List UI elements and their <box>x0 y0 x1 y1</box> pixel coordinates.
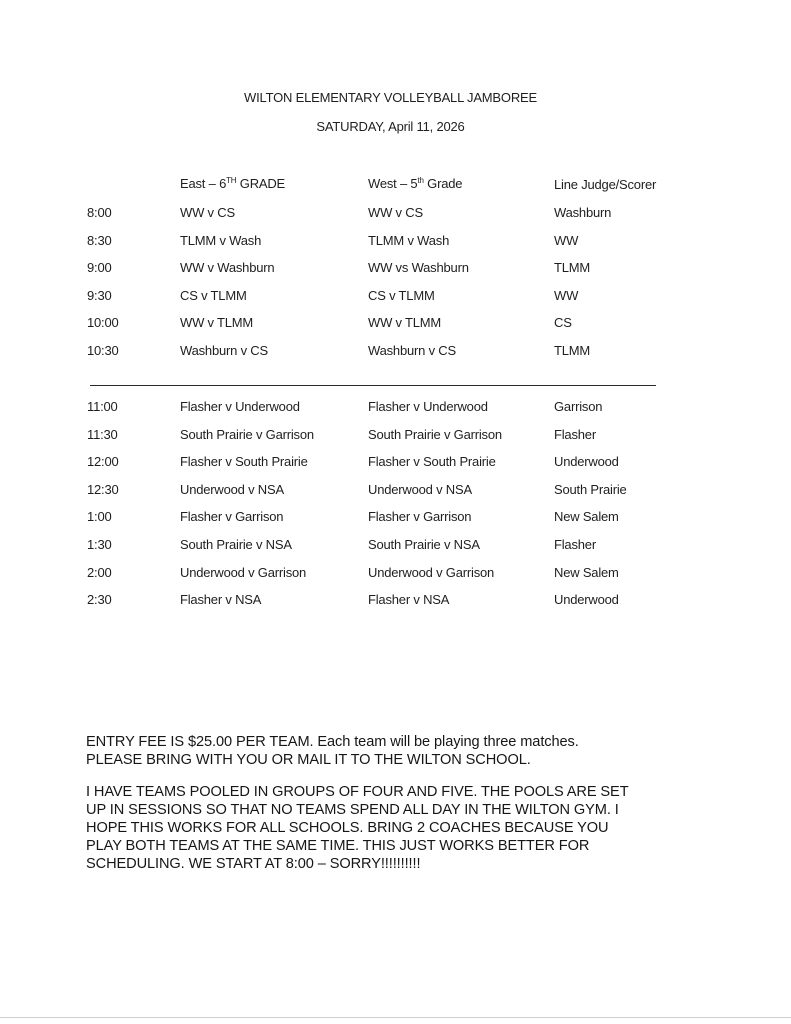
line-judge: CS <box>554 315 572 331</box>
west-match: CS v TLMM <box>368 287 435 303</box>
match-time: 10:00 <box>87 315 119 331</box>
east-match: WW v TLMM <box>180 315 254 331</box>
east-match: WW v Washburn <box>180 260 275 276</box>
west-match: Washburn v CS <box>368 343 456 358</box>
east-match: South Prairie v Garrison <box>180 426 314 442</box>
match-time: 8:30 <box>87 232 112 248</box>
match-time: 8:00 <box>87 205 112 220</box>
east-match: Flasher v Garrison <box>180 509 284 525</box>
east-match: CS v TLMM <box>180 287 247 303</box>
line-judge: Flasher <box>554 426 596 442</box>
page-edge-line <box>0 1017 791 1018</box>
column-header-judge: Line Judge/Scorer <box>554 177 657 192</box>
line-judge: WW <box>554 287 579 303</box>
column-header-west: West – 5th Grade <box>368 176 463 191</box>
east-match: TLMM v Wash <box>180 232 262 248</box>
line-judge: Underwood <box>554 592 619 608</box>
line-judge: WW <box>554 232 579 248</box>
match-time: 2:00 <box>87 564 112 580</box>
west-match: Underwood v Garrison <box>368 564 495 580</box>
match-time: 10:30 <box>87 343 119 358</box>
west-match: Flasher v Garrison <box>368 509 472 525</box>
pools-note: I HAVE TEAMS POOLED IN GROUPS OF FOUR AND FIVE. THE POOLS ARE SET UP IN SESSIONS SO THAT NO TEAMS SPEND ALL DAY IN THE WILTON GYM. I HOPE THIS WORKS FOR ALL SCHOOLS. BRING 2 COACHES BECAUSE YOU PLAY BOTH TEAMS AT THE SAME TIME. THIS JUST WORKS BETTER FOR SCHEDULING. WE START AT 8:00 – SORRY!!!!!!!!!! <box>86 784 629 872</box>
east-match: Underwood v NSA <box>180 481 284 497</box>
west-match: TLMM v Wash <box>368 232 450 248</box>
east-match: WW v CS <box>180 205 235 220</box>
match-time: 11:30 <box>87 426 118 442</box>
line-judge: TLMM <box>554 343 591 358</box>
line-judge: New Salem <box>554 509 619 525</box>
west-match: South Prairie v NSA <box>368 537 480 552</box>
east-match: Washburn v CS <box>180 343 268 358</box>
entry-fee-note: ENTRY FEE IS $25.00 PER TEAM. Each team will be playing three matches. PLEASE BRING WITH YOU OR MAIL IT TO THE WILTON SCHOOL. <box>86 734 579 768</box>
east-match: Flasher v NSA <box>180 592 262 608</box>
west-match: WW vs Washburn <box>368 260 469 276</box>
west-match: WW v TLMM <box>368 315 442 331</box>
east-match: South Prairie v NSA <box>180 537 292 552</box>
column-header-east: East – 6TH GRADE <box>180 176 286 191</box>
line-judge: South Prairie <box>554 481 627 497</box>
line-judge: New Salem <box>554 564 619 580</box>
west-match: Flasher v Underwood <box>368 399 488 414</box>
west-match: WW v CS <box>368 205 423 220</box>
match-time: 9:30 <box>87 287 112 303</box>
west-match: Underwood v NSA <box>368 481 472 497</box>
line-judge: Flasher <box>554 537 596 552</box>
east-match: Underwood v Garrison <box>180 564 307 580</box>
document-title: WILTON ELEMENTARY VOLLEYBALL JAMBOREE <box>244 90 537 105</box>
east-match: Flasher v South Prairie <box>180 454 308 470</box>
west-match: South Prairie v Garrison <box>368 426 502 442</box>
east-match: Flasher v Underwood <box>180 399 300 414</box>
match-time: 12:30 <box>87 481 119 497</box>
match-time: 12:00 <box>87 454 119 470</box>
line-judge: Underwood <box>554 454 619 470</box>
session-divider <box>90 385 656 386</box>
west-match: Flasher v NSA <box>368 592 450 608</box>
line-judge: Garrison <box>554 399 603 414</box>
event-date: SATURDAY, April 11, 2026 <box>316 119 465 134</box>
match-time: 1:00 <box>87 509 112 525</box>
match-time: 2:30 <box>87 592 112 608</box>
match-time: 1:30 <box>87 537 112 552</box>
match-time: 11:00 <box>87 399 118 414</box>
line-judge: TLMM <box>554 260 591 276</box>
line-judge: Washburn <box>554 205 612 220</box>
west-match: Flasher v South Prairie <box>368 454 496 470</box>
match-time: 9:00 <box>87 260 112 276</box>
